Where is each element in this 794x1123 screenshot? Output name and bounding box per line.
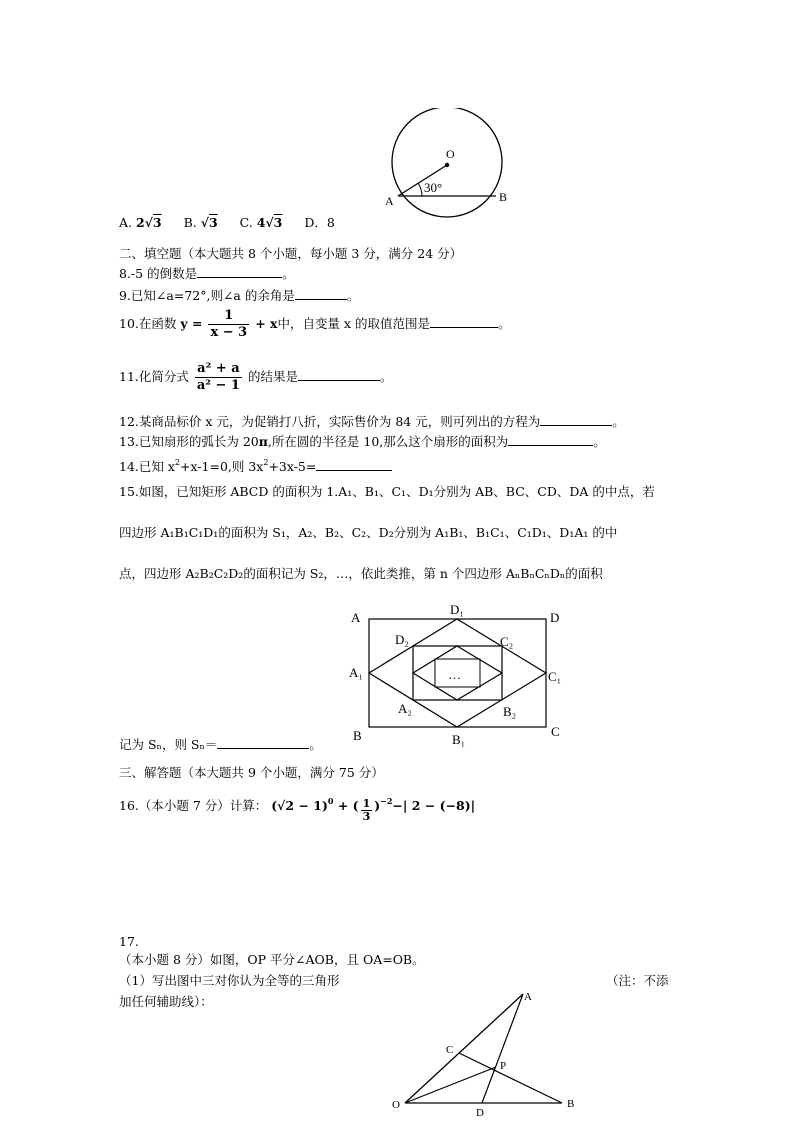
q15-line4: 记为 Sₙ，则 Sₙ＝ 。 [119, 737, 322, 752]
q9: 9.已知∠a=72°,则∠a 的余角是 。 [119, 288, 360, 303]
q17-line1: （本小题 8 分）如图，OP 平分∠AOB，且 OA=OB。 [119, 952, 425, 967]
option-d: D．8 [304, 215, 335, 230]
seg-ad [482, 994, 523, 1103]
q16-fraction: $\frac{1}{3}$ [362, 797, 371, 823]
angle-arc [418, 183, 422, 196]
q11: 11.化简分式 $\frac{\text{a² + a}}{\text{a² − 1}}$ 的结果是 。 [119, 361, 393, 393]
label-a: A [385, 194, 394, 208]
label-a2: A₂ [398, 701, 412, 716]
q17-line2: （1）写出图中三对你认为全等的三角形 [119, 973, 340, 988]
q12: 12.某商品标价 x 元，为促销打八折，实际售价为 84 元，则可列出的方程为 。 [119, 414, 625, 429]
seg-op [405, 1067, 496, 1103]
label-a1: A₁ [349, 665, 363, 680]
q10-fraction: $\frac{1}{x - 3}$ [210, 308, 248, 340]
q7-options [119, 215, 353, 231]
center-dots: … [448, 667, 461, 682]
q8: 8.-5 的倒数是 。 [119, 266, 295, 281]
q15-line3: 点，四边形 A₂B₂C₂D₂的面积记为 S₂，…，依此类推，第 n 个四边形 AₙBₙCₙDₙ的面积 [119, 566, 603, 581]
seg-bc [459, 1053, 562, 1103]
q17-number: 17. [119, 934, 139, 949]
q17-note: （注：不添 [606, 973, 669, 988]
center-point [445, 163, 449, 167]
label-c2: C₂ [500, 634, 514, 649]
triangle-figure [385, 985, 595, 1120]
label-b2: B₂ [503, 704, 517, 719]
label-d1: D₁ [450, 602, 464, 617]
q15-line2: 四边形 A₁B₁C₁D₁的面积为 S₁，A₂、B₂、C₂、D₂分别为 A₁B₁、B₁C₁、C₁D₁、D₁A₁ 的中 [119, 525, 618, 540]
seg-oa [405, 994, 523, 1103]
label-o: O [446, 147, 455, 161]
label-b1: B₁ [452, 732, 466, 747]
rectangle-figure [340, 598, 580, 748]
q11-fraction: $\frac{\text{a² + a}}{\text{a² − 1}}$ [196, 361, 240, 393]
circle-figure [380, 108, 510, 220]
label-p: P [500, 1060, 507, 1072]
angle-label: 30° [424, 180, 443, 195]
label-d2: D₂ [395, 632, 409, 647]
label-d: D [550, 610, 560, 625]
section2-title: 二、填空题（本大题共 8 个小题，每小题 3 分，满分 24 分） [119, 246, 463, 261]
label-d: D [476, 1107, 484, 1119]
option-a: A. 2√3 [119, 215, 162, 230]
label-c: C [551, 724, 560, 739]
label-b: B [499, 190, 508, 204]
label-o: O [392, 1099, 400, 1111]
circle [392, 108, 502, 217]
label-a: A [524, 991, 532, 1003]
label-a: A [351, 610, 361, 625]
option-b: B. √3 [183, 215, 218, 230]
q14: 14.已知 $x^2+x-1=0$,则 $3x^2+3x-5=$ [119, 455, 392, 475]
q10: 10.在函数 y = $\frac{1}{x - 3}$ + x中，自变量 x 的取值范围是 。 [119, 308, 511, 340]
q15-line1: 15.如图，已知矩形 ABCD 的面积为 1.A₁、B₁、C₁、D₁分别为 AB、BC、CD、DA 的中点，若 [119, 484, 655, 499]
label-c: C [446, 1044, 454, 1056]
q13: 13.已知扇形的弧长为 20π,所在圆的半径是 10,那么这个扇形的面积为 。 [119, 434, 606, 449]
label-b: B [353, 728, 362, 743]
label-b: B [567, 1098, 575, 1110]
q17-line3: 加任何辅助线）： [119, 994, 213, 1009]
label-c1: C₁ [548, 669, 562, 684]
option-c: C. 4√3 [239, 215, 283, 230]
section3-title: 三、解答题（本大题共 9 个小题，满分 75 分） [119, 765, 384, 780]
q16: 16.（本小题 7 分）计算： $(√2 - 1)^0$ + ( $\frac{1}{3}$ )$^{-2}$−| 2 − (−8)| [119, 796, 476, 823]
